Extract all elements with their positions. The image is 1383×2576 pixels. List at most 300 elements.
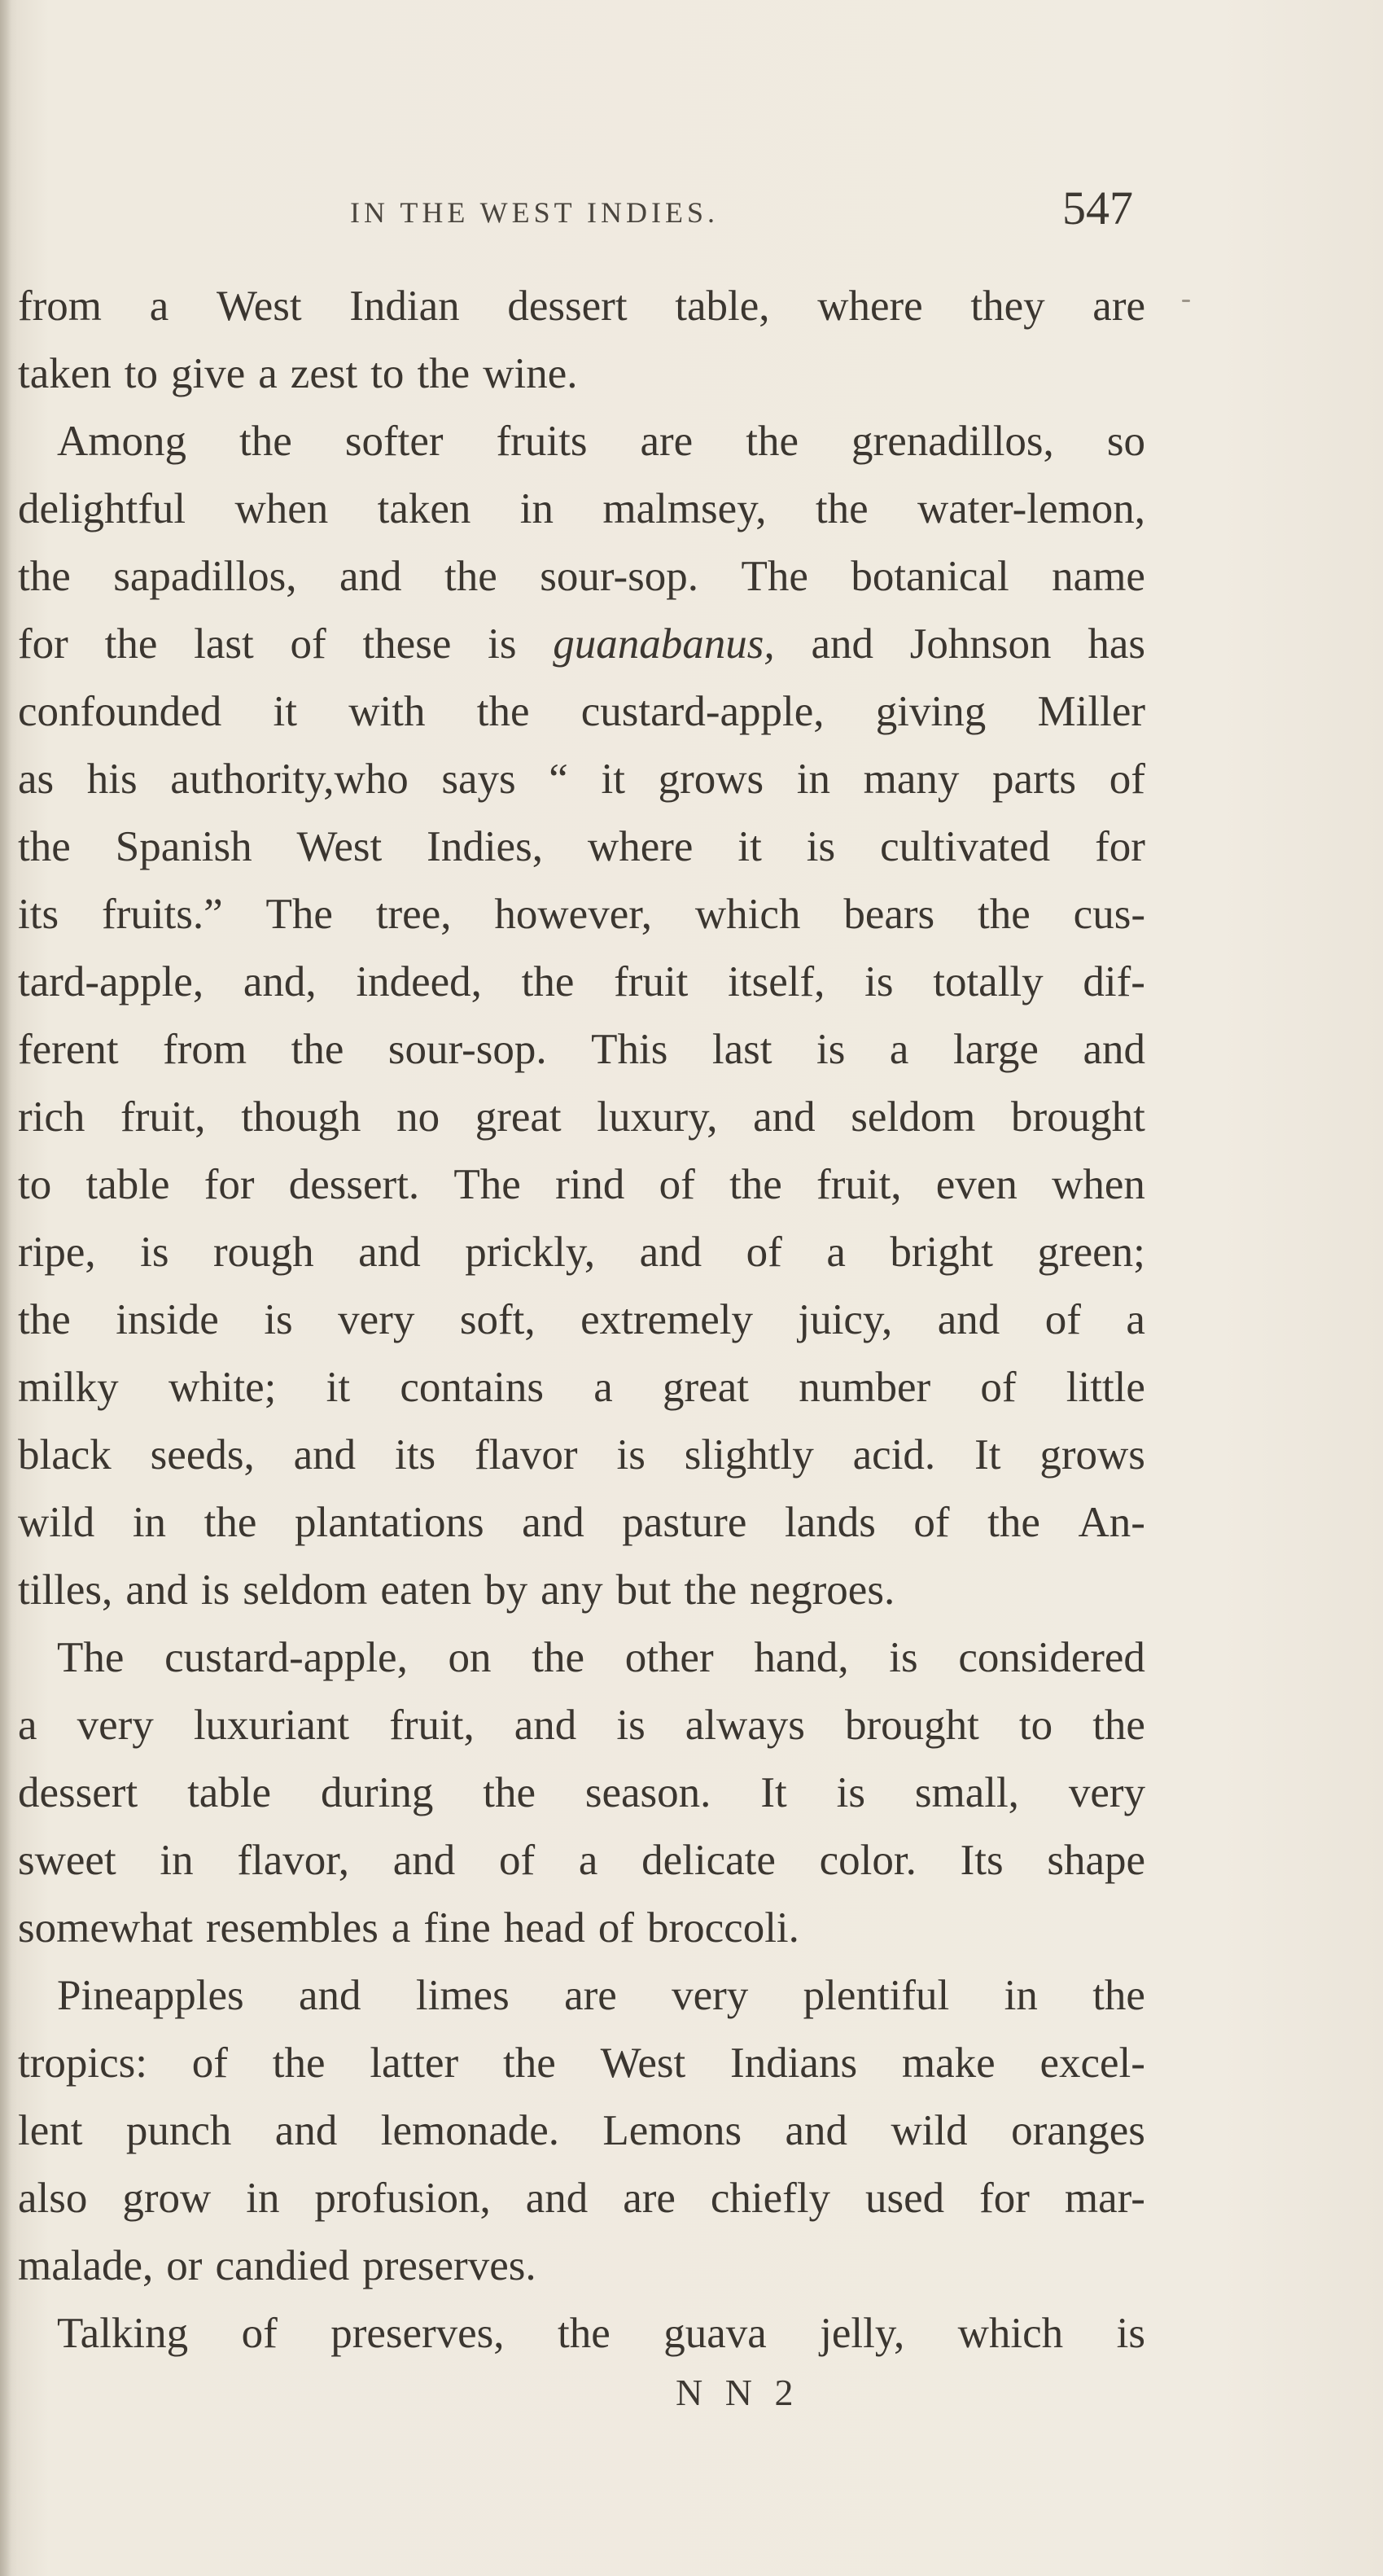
word: wine.	[483, 350, 578, 397]
word: inside	[116, 1296, 219, 1343]
word: sour-sop.	[540, 553, 699, 600]
word: used	[865, 2175, 945, 2222]
word: by	[484, 1566, 528, 1614]
word: to	[370, 350, 405, 397]
word: shape	[1047, 1837, 1145, 1884]
word: its	[395, 1431, 436, 1479]
word: plantations	[295, 1499, 484, 1546]
word: Its	[960, 1837, 1004, 1884]
word: small,	[914, 1769, 1019, 1816]
word: West	[600, 2039, 686, 2087]
word: also	[18, 2175, 88, 2222]
word: the	[521, 958, 575, 1005]
word: cus-	[1073, 891, 1145, 938]
word: for	[204, 1161, 255, 1208]
word: custard-apple,	[164, 1634, 408, 1681]
signature-mark: N N 2	[676, 2372, 800, 2413]
word: oranges	[1011, 2107, 1145, 2154]
word: is	[864, 958, 894, 1005]
word: the	[18, 823, 71, 870]
word: broccoli.	[647, 1904, 799, 1952]
text-line	[18, 1286, 1145, 1354]
word: a	[149, 283, 169, 330]
word: are	[1092, 283, 1145, 330]
word: the	[987, 1499, 1040, 1546]
word: Spanish	[115, 823, 252, 870]
word: tropics:	[18, 2039, 147, 2087]
word: preserves.	[362, 2242, 536, 2289]
word: is	[264, 1296, 293, 1343]
word: says	[441, 756, 516, 803]
word: hand,	[754, 1634, 849, 1681]
word: and	[525, 2175, 589, 2222]
word: where	[817, 283, 923, 330]
word: black	[18, 1431, 112, 1479]
word: rough	[213, 1229, 314, 1276]
word: seldom	[243, 1566, 368, 1614]
word: The	[453, 1161, 521, 1208]
word: grow	[122, 2175, 212, 2222]
word: negroes.	[750, 1566, 895, 1614]
word: malmsey,	[602, 485, 767, 532]
word: the	[291, 1026, 344, 1073]
word: tree,	[375, 891, 452, 938]
word: and	[125, 1566, 188, 1614]
word: very	[1068, 1769, 1145, 1816]
text-line	[18, 1489, 1145, 1557]
text-line	[18, 1827, 1145, 1895]
word: to	[18, 1161, 52, 1208]
word: on	[448, 1634, 492, 1681]
word: and	[639, 1229, 702, 1276]
word: where	[587, 823, 694, 870]
word: extremely	[580, 1296, 753, 1343]
word: last	[711, 1026, 772, 1073]
word: Talking	[57, 2310, 189, 2357]
word: rind	[555, 1161, 625, 1208]
word: the	[104, 620, 158, 668]
word: wild	[891, 2107, 968, 2154]
word: ferent	[18, 1026, 119, 1073]
text-line	[18, 1624, 1145, 1692]
word: a	[593, 1364, 613, 1411]
text-line	[18, 408, 1145, 475]
word: slightly	[684, 1431, 814, 1479]
word: the	[978, 891, 1031, 938]
word: indeed,	[356, 958, 482, 1005]
word: are	[564, 1972, 617, 2019]
word: number	[799, 1364, 931, 1411]
word: An-	[1078, 1499, 1145, 1546]
word: juicy,	[798, 1296, 893, 1343]
word: from	[163, 1026, 247, 1073]
word: brought	[844, 1702, 979, 1749]
word: in	[519, 485, 554, 532]
word: even	[935, 1161, 1018, 1208]
text-line	[18, 475, 1145, 543]
word: giving	[875, 688, 987, 735]
page-number: 547	[1062, 182, 1133, 234]
word: tard-apple,	[18, 958, 204, 1005]
text-line	[18, 611, 1145, 678]
text-line	[18, 746, 1145, 813]
word: large	[952, 1026, 1039, 1073]
word: the	[444, 553, 497, 600]
word: The	[741, 553, 808, 600]
word: in	[132, 1499, 167, 1546]
word: luxury,	[597, 1093, 718, 1141]
word: and	[937, 1296, 1000, 1343]
word: water-lemon,	[917, 485, 1145, 532]
word: it	[737, 823, 762, 870]
word: authority,who	[170, 756, 409, 803]
word: the	[204, 1499, 257, 1546]
word: fruit	[614, 958, 689, 1005]
word: itself,	[728, 958, 825, 1005]
word: it	[326, 1364, 351, 1411]
word: jelly,	[820, 2310, 905, 2357]
word: and	[293, 1431, 357, 1479]
word: a	[578, 1837, 598, 1884]
word: in	[246, 2175, 280, 2222]
word: is	[836, 1769, 865, 1816]
word: and	[339, 553, 402, 600]
word: and	[811, 620, 873, 668]
word: guava	[663, 2310, 767, 2357]
word: somewhat	[18, 1904, 193, 1952]
word: the	[239, 418, 292, 465]
word: soft,	[459, 1296, 536, 1343]
word: latter	[370, 2039, 459, 2087]
word: of	[913, 1499, 950, 1546]
word: however,	[494, 891, 652, 938]
word: dessert	[18, 1769, 138, 1816]
word: is	[200, 1566, 230, 1614]
word: name	[1052, 553, 1145, 600]
word: delicate	[641, 1837, 776, 1884]
word: seeds,	[150, 1431, 255, 1479]
word: contains	[400, 1364, 544, 1411]
word: and	[1083, 1026, 1145, 1073]
word: the	[1092, 1702, 1145, 1749]
word: luxuriant	[193, 1702, 350, 1749]
word: prickly,	[465, 1229, 596, 1276]
text-line	[18, 2030, 1145, 2097]
word: head	[503, 1904, 585, 1952]
word: a	[826, 1229, 846, 1276]
word: mar-	[1064, 2175, 1145, 2222]
word: and	[522, 1499, 584, 1546]
word: season.	[584, 1769, 711, 1816]
word: It	[974, 1431, 1001, 1479]
word: great	[663, 1364, 749, 1411]
word: of	[191, 2039, 228, 2087]
word: any	[541, 1566, 603, 1614]
word: fruits.”	[101, 891, 223, 938]
text-line	[18, 273, 1145, 340]
word: green;	[1037, 1229, 1145, 1276]
word: no	[396, 1093, 440, 1141]
word: is	[616, 1702, 646, 1749]
word: of	[980, 1364, 1017, 1411]
word: chiefly	[710, 2175, 831, 2222]
word: the	[18, 553, 71, 600]
word: is	[488, 620, 517, 668]
word: a	[889, 1026, 909, 1073]
word: ripe,	[18, 1229, 96, 1276]
word: bright	[890, 1229, 993, 1276]
word: bears	[843, 891, 935, 938]
word: of	[1109, 756, 1145, 803]
word: of	[241, 2310, 278, 2357]
word: from	[18, 283, 103, 330]
word: candied	[215, 2242, 350, 2289]
word: malade,	[18, 2242, 154, 2289]
word: is	[806, 823, 836, 870]
word: which	[694, 891, 801, 938]
word: of	[1044, 1296, 1081, 1343]
word: the	[417, 350, 470, 397]
word: custard-apple,	[580, 688, 825, 735]
word: of	[499, 1837, 536, 1884]
text-line	[18, 2097, 1145, 2165]
text-line	[18, 2300, 1145, 2368]
word: softer	[344, 418, 444, 465]
text-line	[18, 1219, 1145, 1286]
word: is	[140, 1229, 169, 1276]
word: many	[863, 756, 960, 803]
word: the	[684, 1566, 737, 1614]
text-line	[18, 2232, 1145, 2300]
word: the	[503, 2039, 556, 2087]
word: fruit,	[120, 1093, 206, 1141]
word: little	[1066, 1364, 1145, 1411]
text-line	[18, 1422, 1145, 1489]
word: make	[901, 2039, 996, 2087]
text-line	[18, 1016, 1145, 1084]
word: very	[77, 1702, 154, 1749]
word: lemonade.	[380, 2107, 559, 2154]
word: the	[558, 2310, 611, 2357]
text-line	[18, 1354, 1145, 1422]
word: for	[1095, 823, 1145, 870]
text-line	[18, 1151, 1145, 1219]
word: delightful	[18, 485, 186, 532]
running-head	[0, 181, 1383, 238]
word: sour-sop.	[387, 1026, 547, 1073]
word: to	[124, 350, 159, 397]
word: as	[18, 756, 55, 803]
word: and	[392, 1837, 456, 1884]
word: Indian	[349, 283, 460, 330]
word: of	[597, 1904, 634, 1952]
word: preserves,	[330, 2310, 505, 2357]
word: parts	[992, 756, 1077, 803]
text-line	[18, 543, 1145, 611]
word: for	[979, 2175, 1030, 2222]
word: or	[166, 2242, 203, 2289]
text-line	[18, 881, 1145, 948]
word: dessert	[507, 283, 628, 330]
word: the	[18, 1296, 71, 1343]
word: very	[672, 1972, 749, 2019]
word: a	[1126, 1296, 1145, 1343]
word: sweet	[18, 1837, 116, 1884]
word: milky	[18, 1364, 119, 1411]
word: table	[85, 1161, 170, 1208]
word: and	[358, 1229, 421, 1276]
word: the	[746, 418, 799, 465]
word: the	[483, 1769, 536, 1816]
word: to	[1018, 1702, 1053, 1749]
word: it	[601, 756, 625, 803]
word: fine	[423, 1904, 491, 1952]
word: its	[18, 891, 59, 938]
gutter-shadow	[0, 0, 11, 2576]
word: in	[796, 756, 830, 803]
word: fruits	[496, 418, 588, 465]
word: in	[160, 1837, 194, 1884]
word: cultivated	[880, 823, 1051, 870]
word: dessert.	[288, 1161, 420, 1208]
word: last	[194, 620, 254, 668]
word: West	[216, 283, 302, 330]
word: The	[265, 891, 333, 938]
word: dif-	[1083, 958, 1145, 1005]
word: taken	[18, 350, 112, 397]
word: The	[57, 1634, 125, 1681]
word: flavor,	[237, 1837, 350, 1884]
word: wild	[18, 1499, 95, 1546]
word: Pineapples	[57, 1972, 244, 2019]
word: of	[746, 1229, 782, 1276]
word: tilles,	[18, 1566, 113, 1614]
word: eaten	[380, 1566, 472, 1614]
word: a	[391, 1904, 411, 1952]
word: when	[1052, 1161, 1145, 1208]
word: are	[623, 2175, 676, 2222]
word: is	[1116, 2310, 1145, 2357]
word: are	[640, 418, 694, 465]
word: is	[616, 1431, 646, 1479]
running-title: IN THE WEST INDIES.	[350, 196, 719, 229]
word: limes	[415, 1972, 510, 2019]
word: table	[187, 1769, 272, 1816]
word: totally	[933, 958, 1044, 1005]
word: It	[760, 1769, 787, 1816]
word: has	[1088, 620, 1145, 668]
word: which	[957, 2310, 1064, 2357]
word: the	[272, 2039, 326, 2087]
word: give	[171, 350, 246, 397]
word: West	[296, 823, 383, 870]
text-line	[18, 1692, 1145, 1759]
text-line	[18, 948, 1145, 1016]
word: is	[816, 1026, 846, 1073]
word: zest	[290, 350, 358, 397]
word: Miller	[1037, 688, 1145, 735]
word: they	[970, 283, 1045, 330]
word: of	[290, 620, 326, 668]
word: is	[889, 1634, 918, 1681]
word: white;	[168, 1364, 277, 1411]
word: of	[659, 1161, 695, 1208]
paper-speck	[1182, 300, 1190, 302]
word: seldom	[851, 1093, 976, 1141]
word: always	[685, 1702, 805, 1749]
word: brought	[1011, 1093, 1145, 1141]
word: plentiful	[803, 1972, 950, 2019]
word: sapadillos,	[113, 553, 297, 600]
word: for	[18, 620, 68, 668]
word: guanabanus,	[553, 620, 775, 668]
word: grows	[1039, 1431, 1145, 1479]
word: botanical	[851, 553, 1009, 600]
text-line	[18, 2165, 1145, 2232]
word: This	[591, 1026, 668, 1073]
word: it	[273, 688, 297, 735]
word: rich	[18, 1093, 85, 1141]
word: Lemons	[602, 2107, 742, 2154]
word: lent	[18, 2107, 83, 2154]
word: confounded	[18, 688, 222, 735]
word: resembles	[205, 1904, 379, 1952]
word: “	[549, 756, 568, 803]
word: when	[234, 485, 329, 532]
word: flavor	[475, 1431, 578, 1479]
text-line	[18, 678, 1145, 746]
body-text	[18, 273, 1145, 2368]
word: so	[1106, 418, 1145, 465]
text-line	[18, 1557, 1145, 1624]
word: great	[475, 1093, 562, 1141]
text-line	[18, 1084, 1145, 1151]
word: pasture	[622, 1499, 747, 1546]
word: other	[624, 1634, 714, 1681]
word: the	[729, 1161, 782, 1208]
word: and	[514, 1702, 577, 1749]
word: the	[1092, 1972, 1145, 2019]
word: a	[258, 350, 278, 397]
word: though	[241, 1093, 361, 1141]
word: and	[753, 1093, 816, 1141]
word: these	[362, 620, 452, 668]
word: in	[1004, 1972, 1038, 2019]
word: a	[18, 1702, 37, 1749]
word: the	[532, 1634, 584, 1681]
word: acid.	[852, 1431, 936, 1479]
text-line	[18, 813, 1145, 881]
text-line	[18, 1962, 1145, 2030]
text-line	[18, 1759, 1145, 1827]
word: during	[320, 1769, 434, 1816]
word: with	[348, 688, 426, 735]
word: Indians	[730, 2039, 858, 2087]
word: color.	[819, 1837, 917, 1884]
word: but	[615, 1566, 672, 1614]
word: lands	[784, 1499, 876, 1546]
word: Indies,	[427, 823, 543, 870]
text-line	[18, 340, 1145, 408]
word: and	[785, 2107, 848, 2154]
word: very	[338, 1296, 415, 1343]
word: excel-	[1039, 2039, 1145, 2087]
word: and,	[243, 958, 317, 1005]
text-line	[18, 1895, 1145, 1962]
word: grenadillos,	[851, 418, 1054, 465]
word: and	[298, 1972, 361, 2019]
word: fruit,	[389, 1702, 475, 1749]
